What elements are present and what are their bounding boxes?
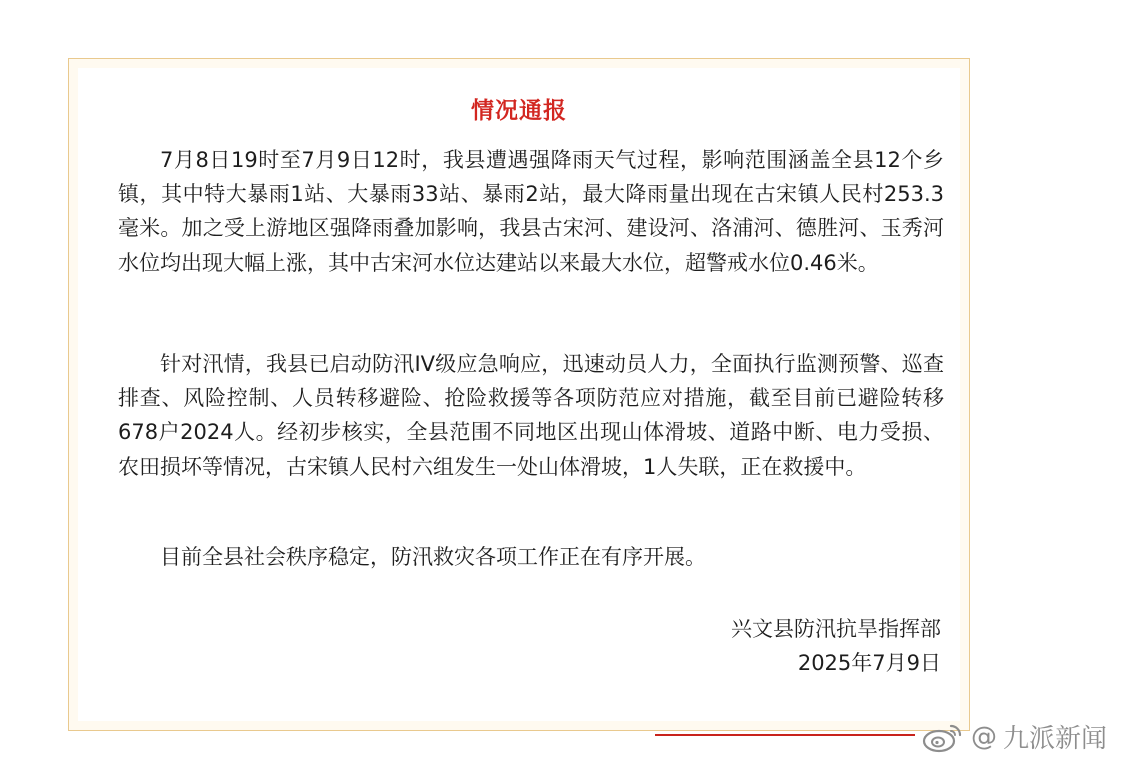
signature-org: 兴文县防汛抗旱指挥部 — [731, 617, 941, 641]
notice-title: 情况通报 — [471, 98, 567, 124]
watermark-text: 九派新闻 — [1003, 724, 1108, 754]
watermark-at: @ — [971, 721, 997, 752]
watermark — [921, 718, 1107, 755]
notice-paragraph-1: 7月8日19时至7月9日12时，我县遭遇强降雨天气过程，影响范围涵盖全县12个乡镇，其中特大暴雨1站、大暴雨33站、暴雨2站，最大降雨量出现在古宋镇人民村253.3毫米。加之受上游地区强降雨叠加影响，我县古宋河、建设河、洛浦河、德胜河、玉秀河水位均出现大幅上涨，其中古宋河水位达建站以来最大水位，超警戒水位0.46米。 — [118, 148, 944, 275]
signature-date: 2025年7月9日 — [797, 651, 941, 675]
notice-paragraph-2: 针对汛情，我县已启动防汛IV级应急响应，迅速动员人力，全面执行监测预警、巡查排查、风险控制、人员转移避险、抢险救援等各项防范应对措施，截至目前已避险转移678户2024人。经初步核实，全县范围不同地区出现山体滑坡、道路中断、电力受损、农田损坏等情况，古宋镇人民村六组发生一处山体滑坡，1人失联，正在救援中。 — [118, 352, 944, 479]
red-divider-line — [655, 734, 915, 736]
notice-frame — [68, 58, 970, 731]
notice-body — [78, 68, 960, 721]
weibo-logo-icon — [921, 720, 965, 754]
notice-paragraph-3: 目前全县社会秩序稳定，防汛救灾各项工作正在有序开展。 — [160, 545, 706, 569]
